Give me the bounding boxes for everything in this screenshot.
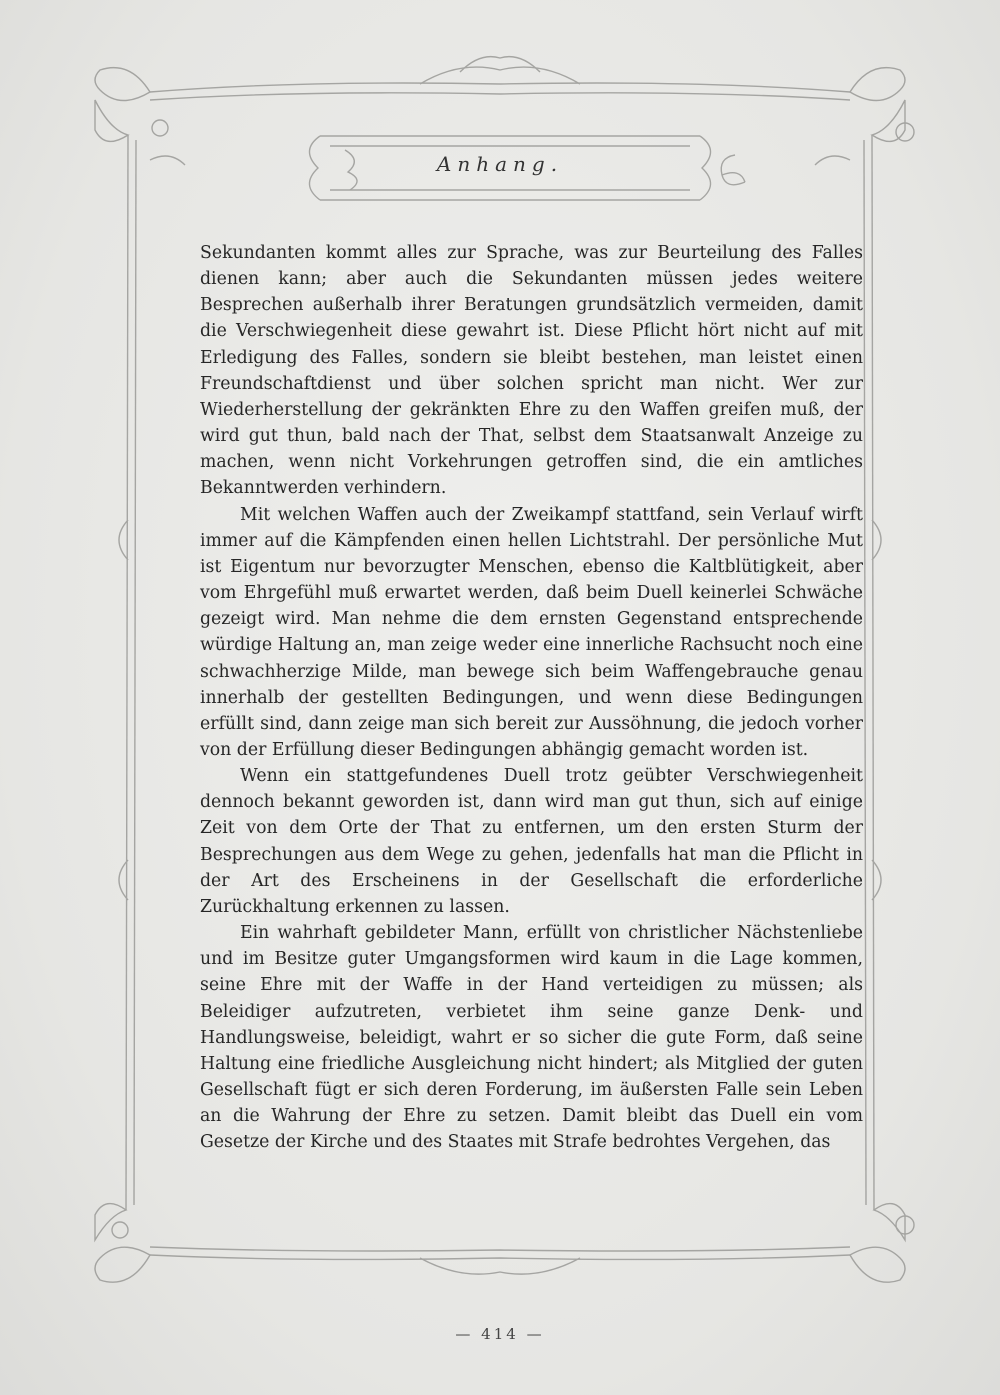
paragraph: Mit welchen Waffen auch der Zweikampf stattfand, sein Verlauf wirft immer auf die Kämpfenden einen hellen Lichtstrahl. Der persönliche Mut ist Eigentum nur bevorzugter Menschen, ebenso die Kaltblütigkeit, aber vom Ehrgefühl muß erwartet werden, daß beim Duell keinerlei Schwäche gezeigt wird. Man nehme die dem ernsten Gegenstand entsprechende würdige Haltung an, man zeige weder eine innerliche Rachsucht noch eine schwachherzige Milde, man bewege sich beim Waffengebrauche genau innerhalb der gestellten Bedingungen, und wenn diese Bedingungen erfüllt sind, dann zeige man sich bereit zur Aussöhnung, die jedoch vorher von der Erfüllung dieser Bedingungen abhängig gemacht worden ist. [200, 504, 863, 760]
paragraph: Wenn ein stattgefundenes Duell trotz geübter Verschwiegenheit dennoch bekannt geworden ist, dann wird man gut thun, sich auf einige Zeit von dem Orte der That zu entfernen, um den ersten Sturm der Besprechungen aus dem Wege zu gehen, jedenfalls hat man die Pflicht in der Art des Erscheinens in der Gesellschaft die erforderliche Zurückhaltung erkennen zu lassen. [200, 766, 863, 917]
paragraph: Ein wahrhaft gebildeter Mann, erfüllt von christlicher Nächstenliebe und im Besitze guter Umgangsformen wird kaum in die Lage kommen, seine Ehre mit der Waffe in der Hand verteidigen zu müssen; als Beleidiger aufzutreten, verbietet ihm seine ganze Denk- und Handlungsweise, beleidigt, wahrt er so sicher die gute Form, daß seine Haltung eine friedliche Ausgleichung nicht hindert; als Mitglied der guten Gesellschaft fügt er sich deren Forderung, im äußersten Falle sein Leben an die Wahrung der Ehre zu setzen. Damit bleibt das Duell ein vom Gesetze der Kirche und des Staates mit Strafe bedrohtes Vergehen, das [200, 923, 863, 1153]
page-number: — 414 — [455, 1325, 545, 1343]
running-header: Anhang. [436, 152, 564, 176]
main-text [200, 240, 863, 1155]
paragraph: Sekundanten kommt alles zur Sprache, was zur Beurteilung des Falles dienen kann; aber auch die Sekundanten müssen jedes weitere Besprechen außerhalb ihrer Beratungen grundsätzlich vermeiden, damit die Verschwiegenheit diese gewahrt ist. Diese Pflicht hört nicht auf mit Erledigung des Falles, sondern sie bleibt bestehen, man leistet einen Freundschaftdienst und über solchen spricht man nicht. Wer zur Wiederherstellung der gekränkten Ehre zu den Waffen greifen muß, der wird gut thun, bald nach der That, selbst dem Staatsanwalt Anzeige zu machen, wenn nicht Vorkehrungen getroffen sind, die ein amtliches Bekanntwerden verhindern. [200, 243, 863, 499]
